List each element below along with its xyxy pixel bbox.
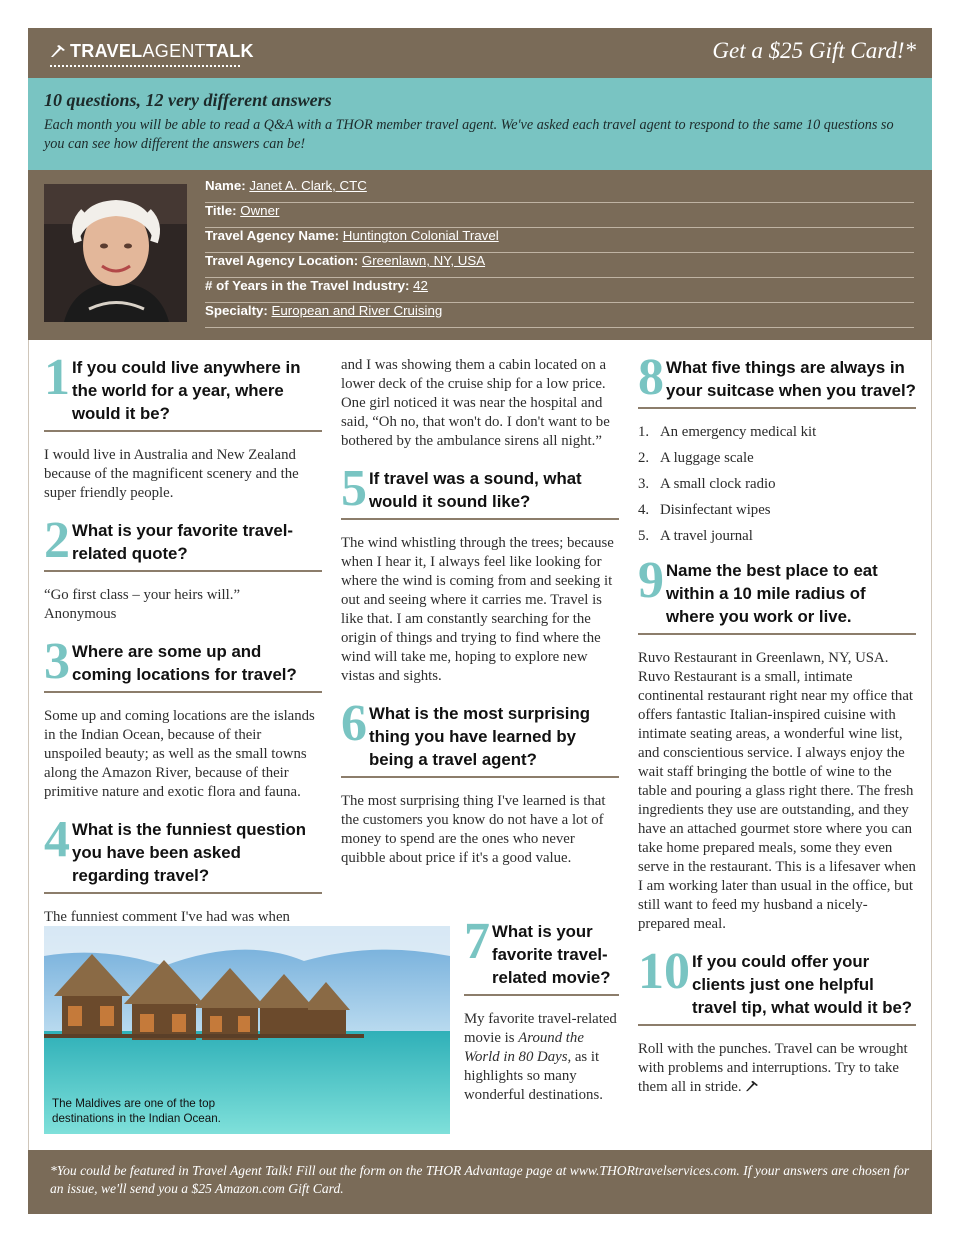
profile-years-value: 42 bbox=[413, 278, 428, 293]
brand-talk: TALK bbox=[205, 41, 254, 61]
list-item: 5. A travel journal bbox=[638, 528, 753, 544]
question-6-text: What is the most surprising thing you have learned by being a travel agent? bbox=[369, 704, 590, 769]
maldives-photo bbox=[44, 926, 450, 1134]
question-3-number: 3 bbox=[44, 633, 70, 690]
answer-7-movie-title: Around the World in 80 Days, bbox=[464, 1030, 584, 1065]
question-10-number: 10 bbox=[638, 943, 690, 1000]
question-2-heading bbox=[44, 512, 322, 572]
question-1-heading bbox=[44, 349, 322, 432]
profile-title-row bbox=[205, 203, 914, 228]
agent-photo bbox=[44, 184, 187, 322]
answer-1: I would live in Australia and New Zealand because of the magnificent scenery and the super friendly people. bbox=[44, 447, 299, 501]
answer-9: Ruvo Restaurant in Greenlawn, NY, USA. Ruvo Restaurant is a small, intimate continental restaurant right near my office that offers fantastic Italian-inspired cuisine with intimate seating areas, a wonderful wine list, and conscientious service. I always enjoy the wait staff bringing the bottle of wine to the table and pouring a glass right there. The fresh ingredients they use are outstanding, and they have an attached gourmet store where you can take home prepared meals, some they even serve in the restaurant. This is a lifesaver when I am working later than usual in the office, but still want to feed my husband a nicely-prepared meal. bbox=[638, 650, 916, 932]
question-10-heading bbox=[638, 943, 916, 1026]
question-3-text: Where are some up and coming locations for travel? bbox=[72, 642, 297, 684]
question-7-text: What is your favorite travel-related movie? bbox=[492, 922, 611, 987]
answer-5: The wind whistling through the trees; because when I hear it, I always feel like looking for where the wind is coming from and seeking it out and seeing where it carries me. Travel is like that. I am constantly searching for the origin of things and trying to find where the wind will take me, hoping to explore new vistas and sights. bbox=[341, 535, 614, 684]
intro-box bbox=[28, 78, 932, 170]
answer-2 bbox=[44, 586, 322, 624]
answer-7-part-2: as it highlights so many wonderful destinations. bbox=[464, 1049, 603, 1103]
answer-7-part-1: My favorite travel-related movie is bbox=[464, 1011, 617, 1046]
profile-specialty-value: European and River Cruising bbox=[271, 303, 443, 318]
question-9-text: Name the best place to eat within a 10 mile radius of where you work or live. bbox=[666, 561, 878, 626]
answer-6: The most surprising thing I've learned is that the customers you know do not have a lot of money to spend are the ones who never quibble about price if it's a good value. bbox=[341, 793, 606, 866]
answer-8-list bbox=[638, 423, 916, 553]
brand-travel: TRAVEL bbox=[70, 41, 143, 61]
list-item-text: A small clock radio bbox=[660, 476, 776, 492]
question-1-text: If you could live anywhere in the world for a year, where would it be? bbox=[72, 358, 301, 423]
question-7-block bbox=[464, 913, 619, 1105]
list-item: 1. An emergency medical kit bbox=[638, 424, 817, 440]
question-4-heading bbox=[44, 811, 322, 894]
column-2 bbox=[341, 356, 619, 868]
list-item: 3. A small clock radio bbox=[638, 476, 776, 492]
question-10-text: If you could offer your clients just one helpful travel tip, what would it be? bbox=[692, 952, 913, 1017]
plane-icon bbox=[50, 44, 66, 58]
question-7-number: 7 bbox=[464, 913, 490, 970]
question-5-text: If travel was a sound, what would it sound like? bbox=[369, 469, 582, 511]
profile-title-label: Title: bbox=[205, 203, 237, 218]
profile-agency-value: Huntington Colonial Travel bbox=[342, 228, 499, 243]
question-8-text: What five things are always in your suitcase when you travel? bbox=[666, 358, 916, 400]
answer-3: Some up and coming locations are the islands in the Indian Ocean, because of their unspoiled beauty; as well as the small towns along the Amazon River, because of their primitive nature and exotic flora and fauna. bbox=[44, 708, 315, 800]
intro-title: 10 questions, 12 very different answers bbox=[44, 90, 332, 110]
profile-agency-label: Travel Agency Name: bbox=[205, 228, 340, 243]
profile-agency-row bbox=[205, 228, 914, 253]
profile-specialty-label: Specialty: bbox=[205, 303, 268, 318]
brand-underline bbox=[50, 65, 240, 67]
answer-7 bbox=[464, 1010, 619, 1105]
list-item: 2. A luggage scale bbox=[638, 450, 754, 466]
list-item-text: Disinfectant wipes bbox=[660, 502, 771, 518]
brand-agent: AGENT bbox=[142, 41, 206, 61]
header-bar bbox=[28, 28, 932, 78]
profile-specialty-row bbox=[205, 303, 914, 328]
answer-4-continued: and I was showing them a cabin located on a lower deck of the cruise ship for a low price. One girl noticed it was near the hospital and said, “Oh no, that won't do. I don't want to be bothered by the ambulance sirens all night.” bbox=[341, 357, 610, 449]
question-6-heading bbox=[341, 695, 619, 778]
profile-title-value: Owner bbox=[240, 203, 280, 218]
question-6-number: 6 bbox=[341, 695, 367, 752]
question-9-heading bbox=[638, 552, 916, 635]
question-4-number: 4 bbox=[44, 811, 70, 868]
intro-text: Each month you will be able to read a Q&A with a THOR member travel agent. We've asked each travel agent to respond to the same 10 questions so you can see how different the answers can be! bbox=[44, 117, 894, 152]
column-3 bbox=[638, 349, 916, 1097]
brand-logo bbox=[50, 41, 254, 62]
answer-2-quote: “Go first class – your heirs will.” bbox=[44, 587, 241, 603]
question-1-number: 1 bbox=[44, 349, 70, 406]
question-4-text: What is the funniest question you have been asked regarding travel? bbox=[72, 820, 307, 885]
list-item-text: A travel journal bbox=[660, 528, 753, 544]
profile-name-label: Name: bbox=[205, 178, 246, 193]
list-item-text: A luggage scale bbox=[660, 450, 754, 466]
question-7-heading bbox=[464, 913, 619, 996]
agent-profile bbox=[28, 170, 932, 340]
profile-location-row bbox=[205, 253, 914, 278]
list-item: 4. Disinfectant wipes bbox=[638, 502, 771, 518]
question-3-heading bbox=[44, 633, 322, 693]
question-5-number: 5 bbox=[341, 460, 367, 517]
footer-text: *You could be featured in Travel Agent Talk! Fill out the form on the THOR Advantage page at www.THORtravelservices.com. If your answers are chosen for an issue, we'll send you a $25 Amazon.com Gift Card. bbox=[50, 1163, 910, 1196]
question-9-number: 9 bbox=[638, 552, 664, 609]
question-2-text: What is your favorite travel-related quote? bbox=[72, 521, 294, 563]
answer-2-author: Anonymous bbox=[44, 606, 117, 622]
profile-location-label: Travel Agency Location: bbox=[205, 253, 359, 268]
profile-years-label: # of Years in the Travel Industry: bbox=[205, 278, 410, 293]
profile-location-value: Greenlawn, NY, USA bbox=[361, 253, 486, 268]
profile-name-value: Janet A. Clark, CTC bbox=[249, 178, 367, 193]
photo-caption: The Maldives are one of the top destinations in the Indian Ocean. bbox=[52, 1097, 221, 1125]
plane-icon bbox=[745, 1080, 759, 1092]
profile-years-row bbox=[205, 278, 914, 303]
gift-card-link[interactable]: Get a $25 Gift Card!* bbox=[712, 38, 916, 63]
column-1 bbox=[44, 349, 322, 946]
question-8-number: 8 bbox=[638, 349, 664, 406]
question-5-heading bbox=[341, 460, 619, 520]
list-item-text: An emergency medical kit bbox=[660, 424, 817, 440]
answer-10 bbox=[638, 1040, 916, 1097]
footer-bar bbox=[28, 1150, 932, 1214]
question-8-heading bbox=[638, 349, 916, 409]
profile-name-row bbox=[205, 178, 914, 203]
answer-4: The funniest comment I've had was when bbox=[44, 909, 290, 925]
question-2-number: 2 bbox=[44, 512, 70, 569]
answer-10-text: Roll with the punches. Travel can be wrought with problems and interruptions. Try to take them all in stride. bbox=[638, 1041, 908, 1095]
